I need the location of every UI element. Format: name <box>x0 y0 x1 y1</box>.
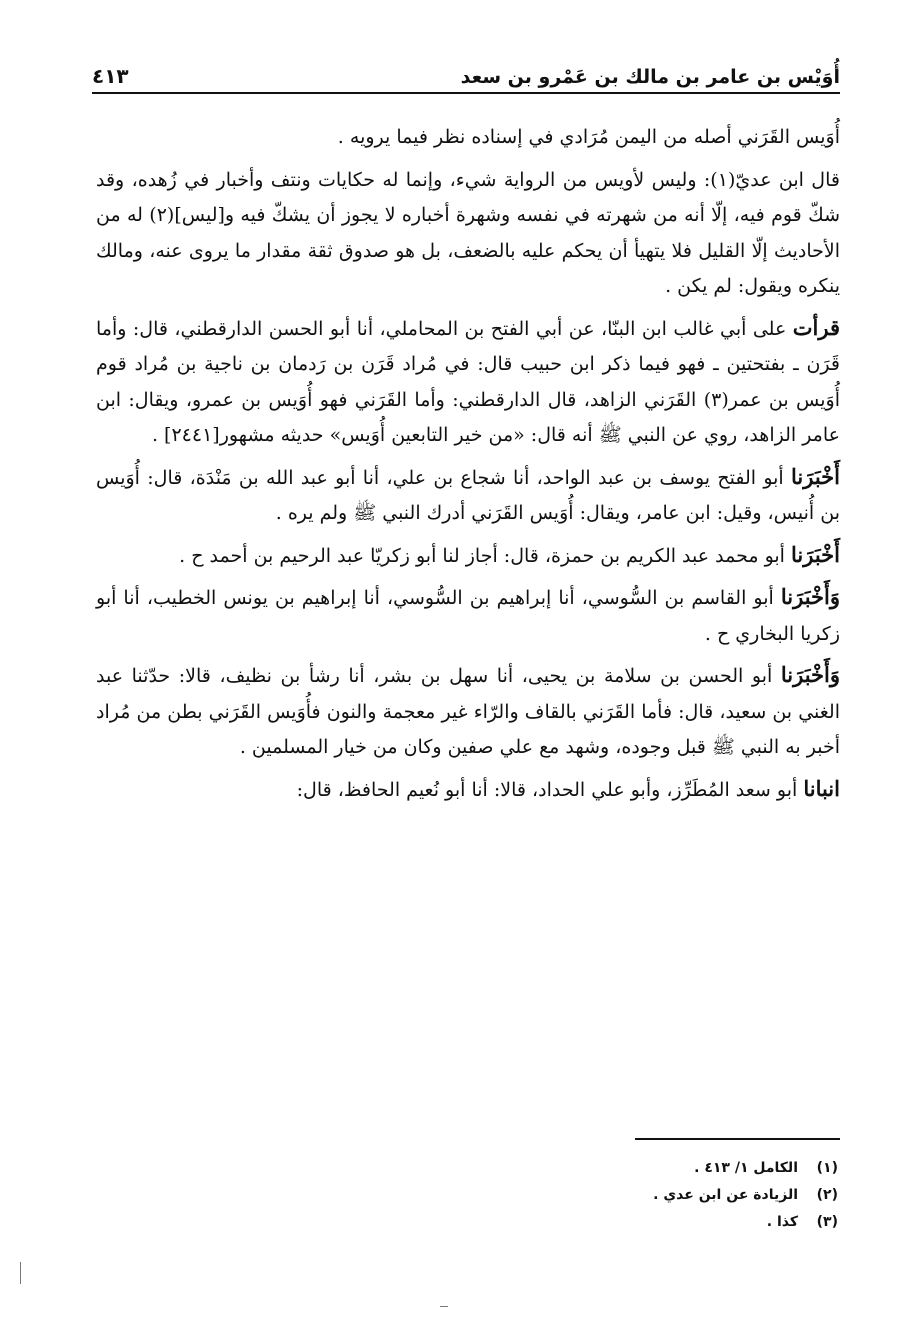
footnote-divider <box>635 1138 840 1140</box>
main-text <box>96 118 840 813</box>
footnote-text: الكامل ١/ ٤١٣ . <box>694 1160 798 1176</box>
paragraph-5 <box>96 537 840 575</box>
paragraph-2 <box>96 161 840 305</box>
paragraph-7 <box>96 657 840 766</box>
paragraph-text: أُوَيس القَرَني أصله من اليمن مُرَادي في إسناده نظر فيما يرويه . <box>337 126 840 148</box>
paragraph-lead: قرأت <box>792 314 840 340</box>
scan-mark <box>440 1306 448 1307</box>
page-header <box>92 50 840 94</box>
paragraph-lead: أَخْبَرَنا <box>791 541 840 567</box>
footnote-number: (٢) <box>816 1187 838 1203</box>
paragraph-text: أبو القاسم بن السُّوسي، أنا إبراهيم بن السُّوسي، أنا إبراهيم بن يونس الخطيب، أنا أبو زكريا البخاري ح . <box>96 587 840 645</box>
footnote-text: كذا . <box>766 1214 798 1230</box>
paragraph-lead: وَأَخْبَرَنا <box>780 662 840 687</box>
paragraph-text: أبو محمد عبد الكريم بن حمزة، قال: أجاز لنا أبو زكريّا عبد الرحيم بن أحمد ح . <box>179 544 785 567</box>
scan-mark <box>20 1262 21 1284</box>
paragraph-lead: انبانا <box>803 775 840 801</box>
paragraph-lead: أَخْبَرَنا <box>791 463 840 489</box>
paragraph-8 <box>96 771 840 809</box>
paragraph-text: قال ابن عديّ(١): وليس لأويس من الرواية شيء، وإنما له حكايات ونتف وأخبار في زُهده، وقد شكّ قوم فيه، إلّا أنه من شهرته في نفسه وشهرة أخباره لا يجوز أن يشكّ فيه و[ليس](٢) له من الأحاديث إلّا القليل فلا يتهيأ أن يحكم عليه بالضعف، بل هو صدوق ثقة مقدار ما يروى عنه، ومالك ينكره ويقول: لم يكن . <box>96 168 841 297</box>
paragraph-6 <box>96 579 840 652</box>
paragraph-3 <box>96 310 840 454</box>
footnote-number: (٣) <box>816 1214 838 1230</box>
footnote-3 <box>238 1209 838 1236</box>
paragraph-4 <box>96 459 840 532</box>
page-number: ٤١٣ <box>92 64 129 88</box>
running-title: أُوَيْس بن عامر بن مالك بن عَمْرو بن سعد <box>460 66 840 88</box>
footnote-text: الزيادة عن ابن عدي . <box>653 1187 798 1203</box>
footnote-2 <box>238 1182 838 1209</box>
paragraph-text: أبو الفتح يوسف بن عبد الواحد، أنا شجاع بن علي، أنا أبو عبد الله بن مَنْدَة، قال: أُوَيس بن أُنيس، وقيل: ابن عامر، ويقال: أُوَيس القَرَني أدرك النبي ﷺ ولم يره . <box>96 466 840 524</box>
paragraph-text: على أبي غالب ابن البنّا، عن أبي الفتح بن المحاملي، أنا أبو الحسن الدارقطني، قال: وأما قَرَن ـ بفتحتين ـ فهو فيما ذكر ابن حبيب قال: في مُراد قَرَن بن رَدمان بن ناجية بن مُراد قوم أُوَيس بن عمر(٣) القَرَني الزاهد، قال الدارقطني: وأما القَرَني فهو أُوَيس بن عمرو، ويقال: ابن عامر الزاهد، روي عن النبي ﷺ أنه قال: «من خير التابعين أُوَيس» حديثه مشهور[٢٤٤١] . <box>96 317 841 446</box>
paragraph-lead: وَأَخْبَرَنا <box>780 584 840 609</box>
footnotes <box>238 1155 838 1236</box>
footnote-number: (١) <box>816 1160 838 1176</box>
paragraph-text: أبو الحسن بن سلامة بن يحيى، أنا سهل بن بشر، أنا رشأ بن نظيف، قالا: حدّثنا عبد الغني بن سعيد، قال: فأما القَرَني بالقاف والرّاء غير معجمة والنون فأُوَيس القَرَني بطن من مُراد أخبر به النبي ﷺ قبل وجوده، وشهد مع علي صفين وكان من خيار المسلمين . <box>96 665 841 758</box>
footnote-1 <box>238 1155 838 1182</box>
paragraph-text: أبو سعد المُطَرِّز، وأبو علي الحداد، قالا: أنا أبو نُعيم الحافظ، قال: <box>296 778 798 801</box>
paragraph-1 <box>96 118 840 156</box>
